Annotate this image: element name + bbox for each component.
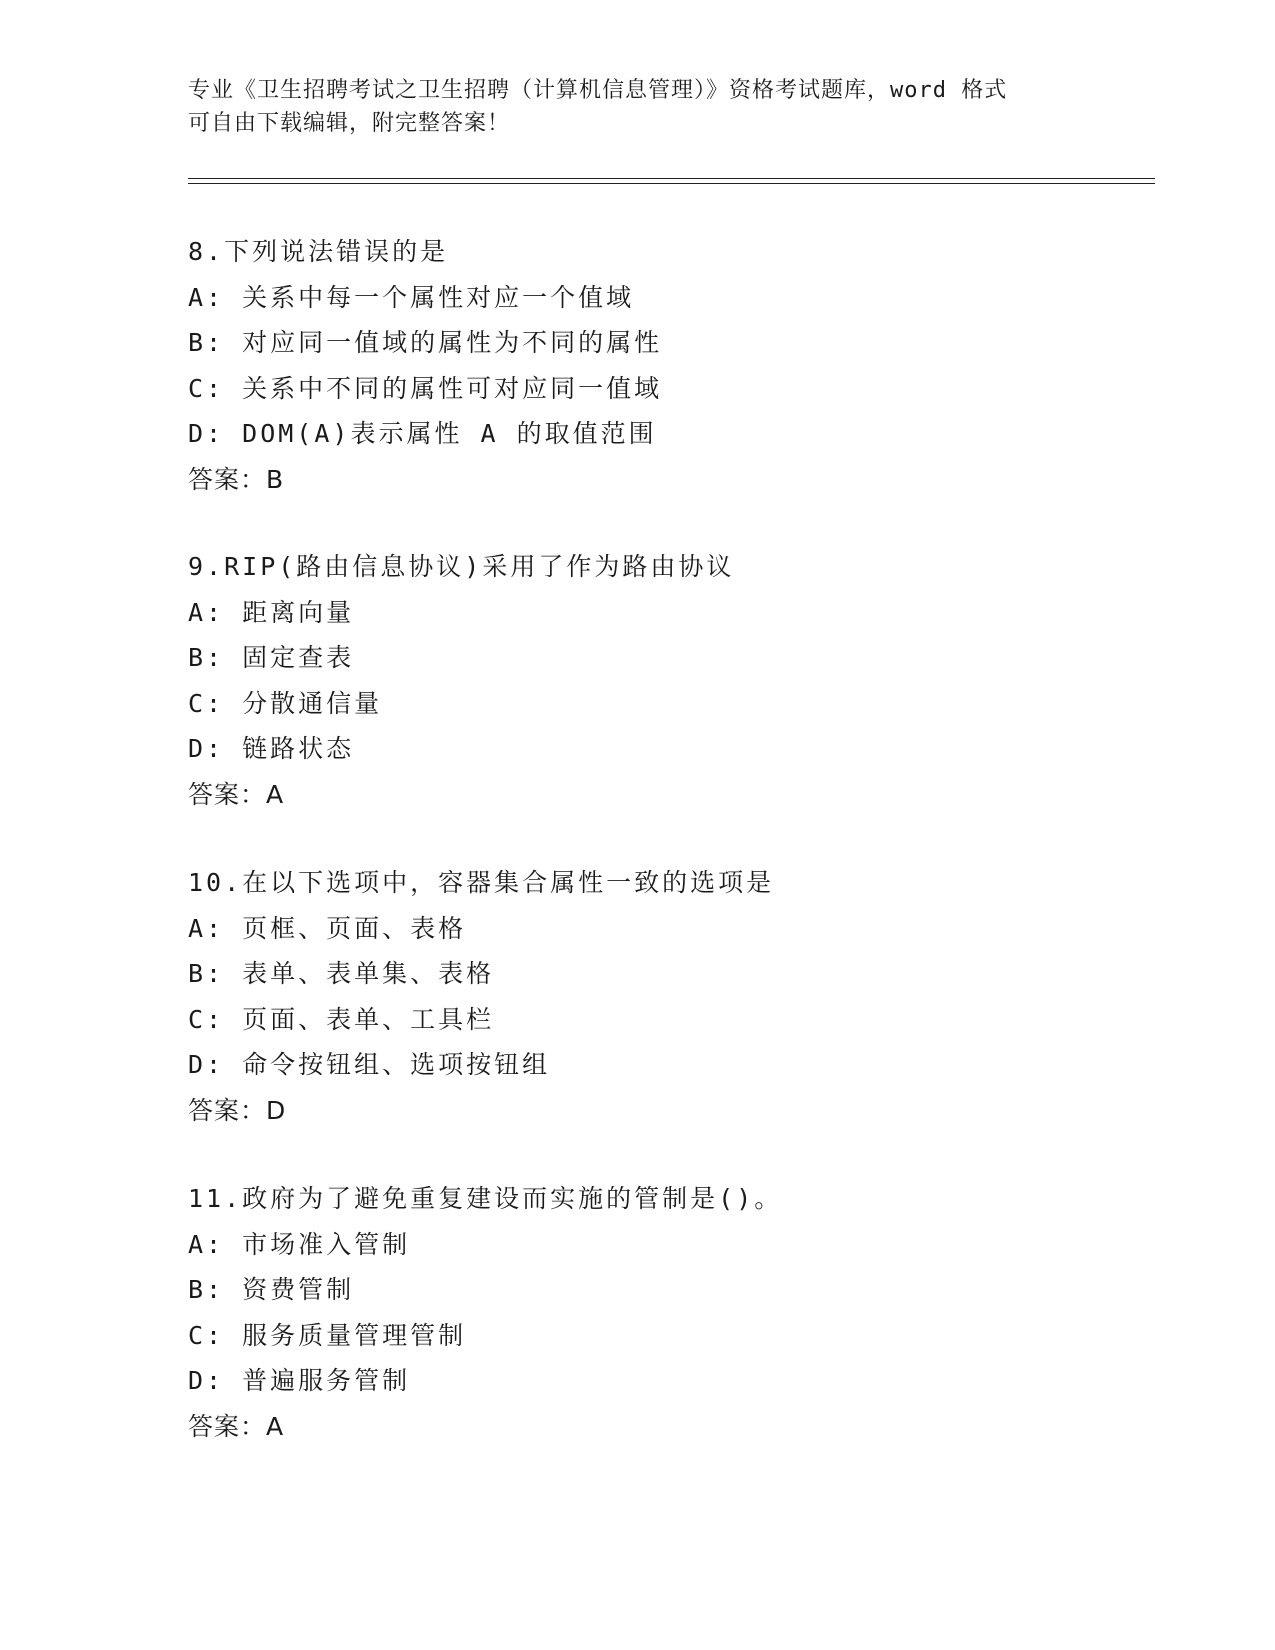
- question-11: [188, 1176, 1148, 1449]
- header-line-2: 可自由下载编辑，附完整答案！: [188, 111, 511, 136]
- answer: 答案：A: [188, 779, 285, 809]
- option-d: D: 普遍服务管制: [188, 1366, 411, 1395]
- option-a: A: 市场准入管制: [188, 1229, 411, 1259]
- header-divider-bottom: [188, 183, 1155, 184]
- option-c: C: 分散通信量: [188, 688, 383, 718]
- question-stem: 8.下列说法错误的是: [188, 237, 449, 266]
- option-c: C: 页面、表单、工具栏: [188, 1004, 495, 1034]
- answer: 答案：B: [188, 464, 285, 494]
- option-a: A: 关系中每一个属性对应一个值域: [188, 282, 635, 312]
- option-d: D: 链路状态: [188, 734, 355, 763]
- option-b: B: 资费管制: [188, 1275, 355, 1304]
- header-line-1: 专业《卫生招聘考试之卫生招聘（计算机信息管理）》资格考试题库，word 格式: [188, 78, 1008, 103]
- question-10: [188, 860, 1148, 1133]
- option-c: C: 关系中不同的属性可对应同一值域: [188, 373, 663, 403]
- option-b: B: 表单、表单集、表格: [188, 959, 495, 988]
- answer: 答案：D: [188, 1095, 287, 1125]
- option-d: D: 命令按钮组、选项按钮组: [188, 1050, 551, 1079]
- question-stem: 9.RIP(路由信息协议)采用了作为路由协议: [188, 552, 735, 581]
- option-c: C: 服务质量管理管制: [188, 1320, 467, 1350]
- question-stem: 11.政府为了避免重复建设而实施的管制是()。: [188, 1184, 783, 1213]
- header-divider-top: [188, 178, 1155, 179]
- document-header: [188, 74, 1088, 140]
- option-a: A: 页框、页面、表格: [188, 913, 467, 943]
- option-b: B: 固定查表: [188, 643, 355, 672]
- answer: 答案：A: [188, 1411, 285, 1441]
- question-8: [188, 229, 1148, 502]
- option-d: D: DOM(A)表示属性 A 的取值范围: [188, 419, 657, 448]
- option-a: A: 距离向量: [188, 597, 355, 627]
- option-b: B: 对应同一值域的属性为不同的属性: [188, 328, 663, 357]
- question-stem: 10.在以下选项中，容器集合属性一致的选项是: [188, 868, 775, 897]
- question-9: [188, 544, 1148, 817]
